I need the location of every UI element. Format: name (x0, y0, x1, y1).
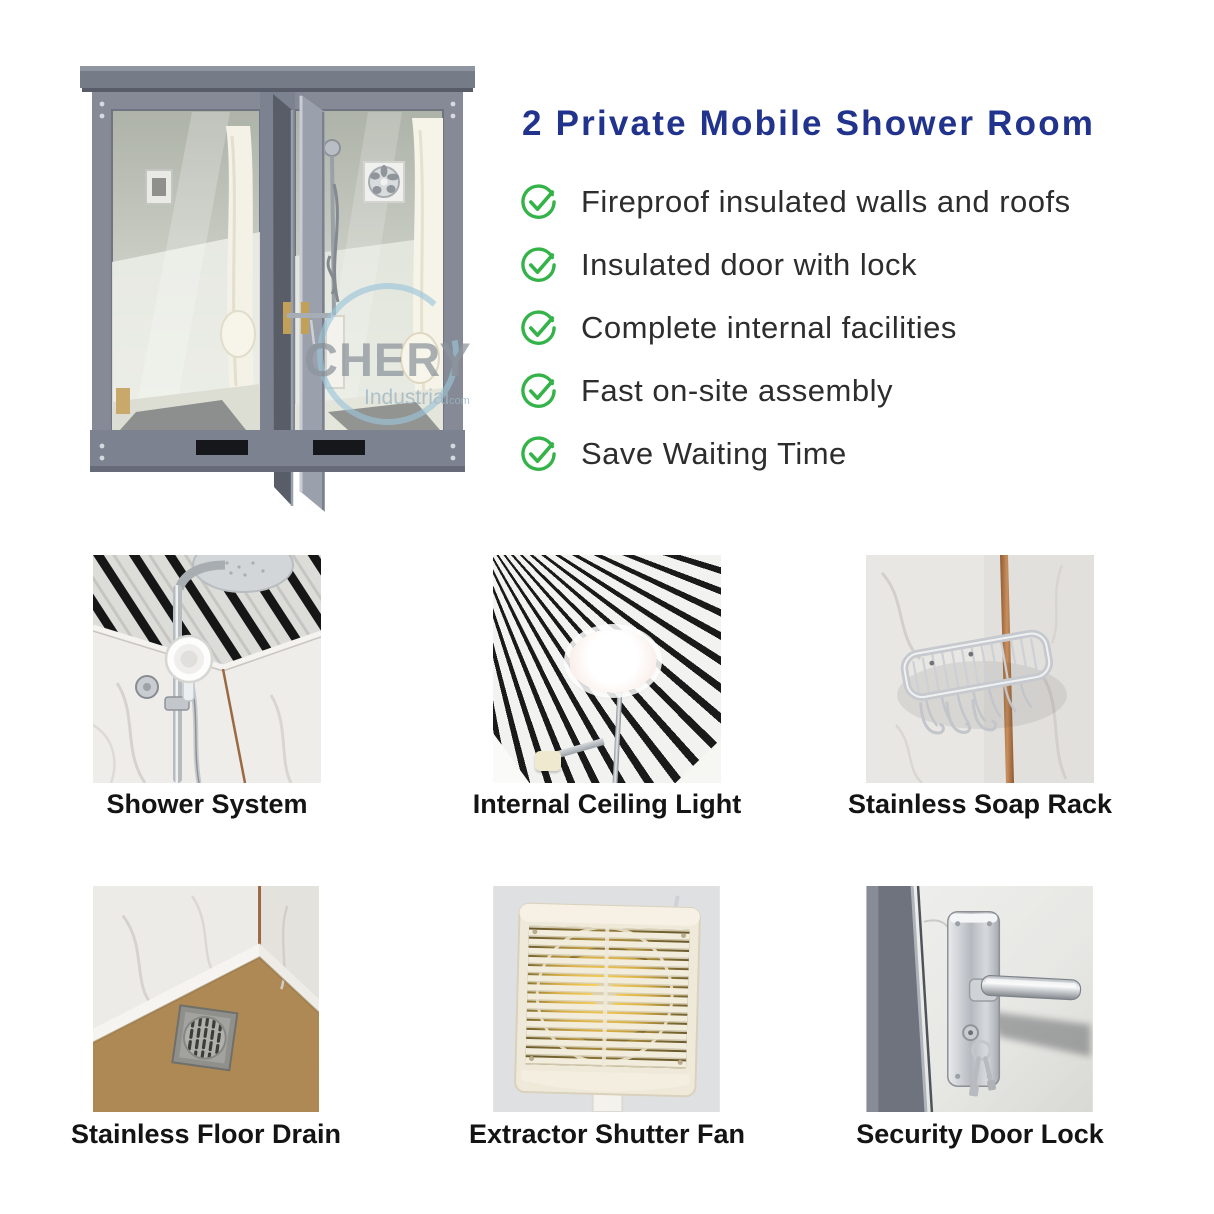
check-circle-icon (518, 370, 559, 411)
caption-shower-system: Shower System (106, 789, 308, 819)
check-circle-icon (518, 307, 559, 348)
caption-stainless-floor-drain: Stainless Floor Drain (70, 1119, 342, 1149)
shower-unit-illustration (80, 66, 475, 528)
benefit-label: Insulated door with lock (581, 246, 917, 282)
watermark-tld: .com (446, 395, 470, 407)
photo-internal-ceiling-light (493, 555, 721, 783)
caption-security-door-lock: Security Door Lock (856, 1119, 1104, 1149)
benefit-label: Complete internal facilities (581, 309, 957, 345)
ceiling-light (569, 629, 657, 693)
benefit-item (518, 296, 1071, 359)
photo-security-door-lock (866, 886, 1093, 1112)
caption-internal-ceiling-light: Internal Ceiling Light (472, 789, 742, 819)
photo-extractor-shutter-fan (493, 886, 720, 1112)
check-circle-icon (518, 181, 559, 222)
watermark-sub: Industrial (364, 386, 450, 409)
benefit-item (518, 233, 1071, 296)
benefit-label: Fast on-site assembly (581, 372, 893, 408)
page-title: 2 Private Mobile Shower Room (522, 104, 1096, 143)
caption-stainless-soap-rack: Stainless Soap Rack (847, 789, 1113, 819)
check-circle-icon (518, 433, 559, 474)
benefit-label: Fireproof insulated walls and roofs (581, 183, 1071, 219)
photo-shower-system (93, 555, 321, 783)
photo-stainless-floor-drain (93, 886, 319, 1112)
benefit-item (518, 359, 1071, 422)
product-photo-shower-unit (80, 66, 475, 528)
caption-extractor-shutter-fan: Extractor Shutter Fan (468, 1119, 746, 1149)
check-circle-icon (518, 244, 559, 285)
photo-stainless-soap-rack (866, 555, 1094, 783)
benefit-list (518, 170, 1071, 485)
watermark-brand: CHERY (304, 333, 472, 386)
benefit-item (518, 422, 1071, 485)
benefit-label: Save Waiting Time (581, 435, 847, 471)
benefit-item (518, 170, 1071, 233)
